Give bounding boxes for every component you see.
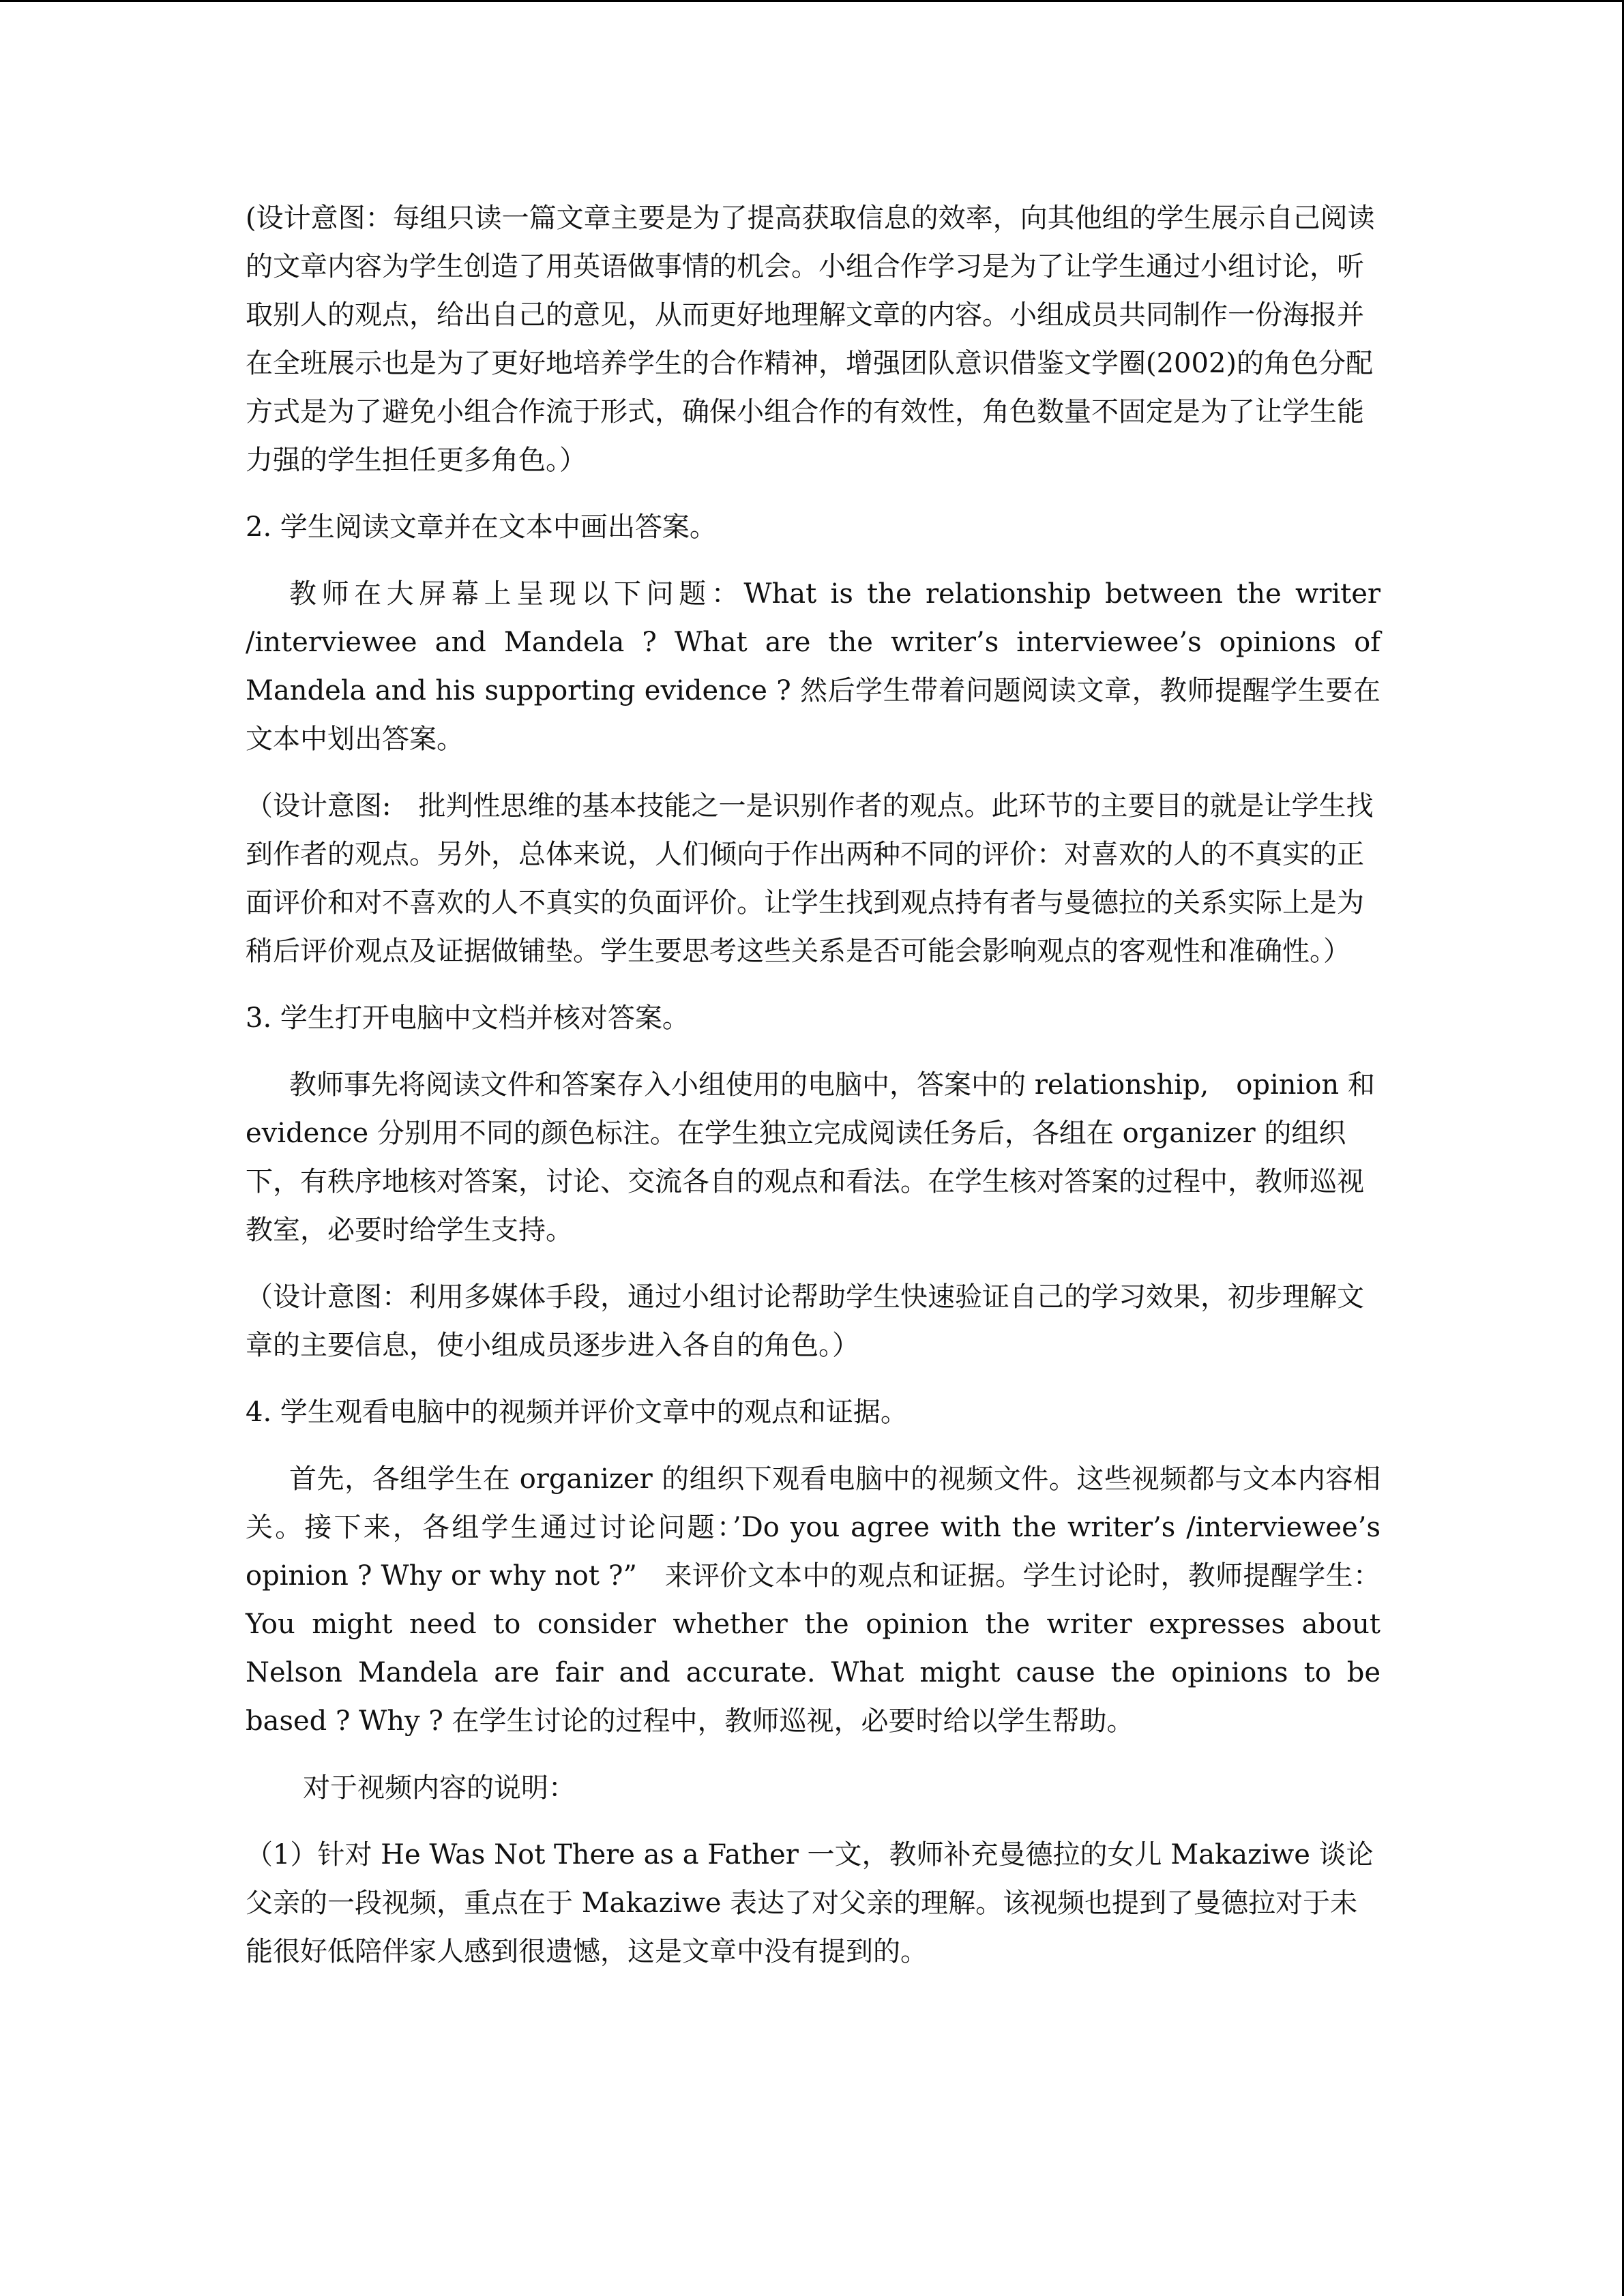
step-2-description: 教师在大屏幕上呈现以下问题：What is the relationship between the writer /interviewee and Mandela ? What are the writer’s interviewee’s opinions of Mandela and his supporting evidence ? 然后学生带着问题阅读文章，教师提醒学生要在文本中划出答案。 [246, 578, 1381, 755]
step-3-heading: 3. 学生打开电脑中文档并核对答案。 [246, 1002, 690, 1034]
design-intent-paragraph-2: （设计意图: 批判性思维的基本技能之一是识别作者的观点。此环节的主要目的就是让学生找到作者的观点。另外，总体来说，人们倾向于作出两种不同的评价：对喜欢的人的不真实的正面评价和对不喜欢的人不真实的负面评价。让学生找到观点持有者与曼德拉的关系实际上是为稍后评价观点及证据做铺垫。学生要思考这些关系是否可能会影响观点的客观性和准确性。） [246, 790, 1374, 967]
document-body [246, 194, 1381, 1976]
video-notes-heading: 对于视频内容的说明： [303, 1772, 576, 1804]
video-note-1: （1）针对 He Was Not There as a Father 一文，教师补充曼德拉的女儿 Makaziwe 谈论父亲的一段视频，重点在于 Makaziwe 表达了对父亲的理解。该视频也提到了曼德拉对于未能很好低陪伴家人感到很遗憾，这是文章中没有提到的。 [246, 1839, 1374, 1967]
design-intent-paragraph-1: (设计意图：每组只读一篇文章主要是为了提高获取信息的效率，向其他组的学生展示自己阅读的文章内容为学生创造了用英语做事情的机会。小组合作学习是为了让学生通过小组讨论，听取别人的观点，给出自己的意见，从而更好地理解文章的内容。小组成员共同制作一份海报并在全班展示也是为了更好地培养学生的合作精神，增强团队意识借鉴文学圈(2002)的角色分配方式是为了避免小组合作流于形式，确保小组合作的有效性，角色数量不固定是为了让学生能力强的学生担任更多角色。） [246, 203, 1375, 476]
step-4-description: 首先，各组学生在 organizer 的组织下观看电脑中的视频文件。这些视频都与文本内容相关。接下来，各组学生通过讨论问题：’Do you agree with the writer’s /interviewee’s opinion ? Why or why not ?” 来评价文本中的观点和证据。学生讨论时，教师提醒学生：You might need to consider whether the opinion the writer expresses about Nelson Mandela are fair and accurate. What might cause the opinions to be based ? Why ? 在学生讨论的过程中，教师巡视，必要时给以学生帮助。 [246, 1463, 1381, 1737]
design-intent-paragraph-3: （设计意图：利用多媒体手段，通过小组讨论帮助学生快速验证自己的学习效果，初步理解文章的主要信息，使小组成员逐步进入各自的角色。） [246, 1281, 1364, 1361]
step-4-heading: 4. 学生观看电脑中的视频并评价文章中的观点和证据。 [246, 1397, 908, 1428]
step-3-description: 教师事先将阅读文件和答案存入小组使用的电脑中，答案中的 relationship, opinion 和 evidence 分别用不同的颜色标注。在学生独立完成阅读任务后，各组在 organizer 的组织下，有秩序地核对答案，讨论、交流各自的观点和看法。在学生核对答案的过程中，教师巡视教室，必要时给学生支持。 [246, 1069, 1375, 1246]
step-2-heading: 2. 学生阅读文章并在文本中画出答案。 [246, 511, 717, 543]
